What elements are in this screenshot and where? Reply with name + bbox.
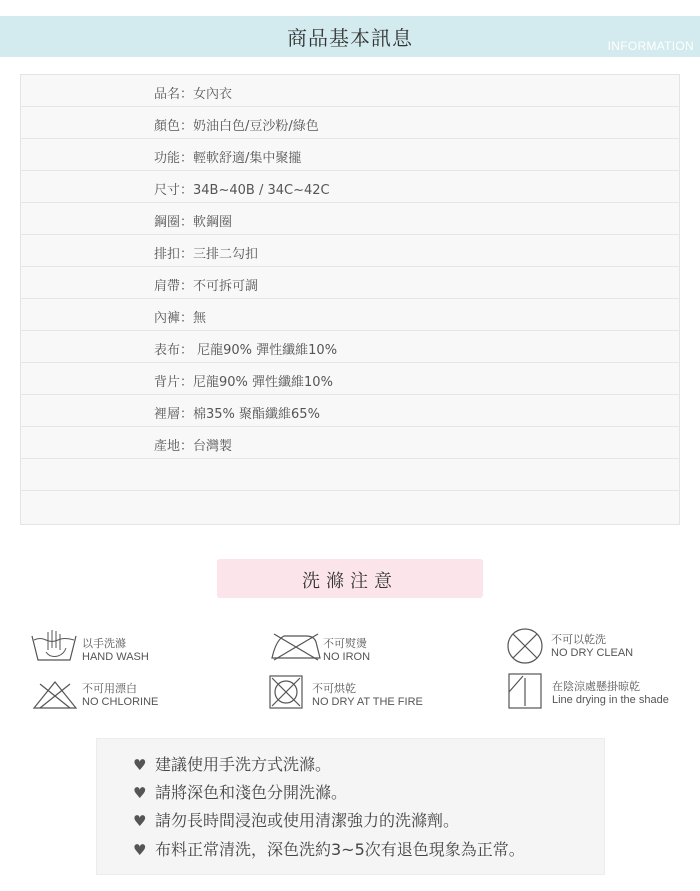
care-label-no-chlorine <box>82 683 158 709</box>
care-label-line-dry-shade <box>552 681 669 707</box>
care-label-zh: 不可以乾洗 <box>551 634 606 646</box>
info-row-text: 品名：女內衣 <box>154 87 233 102</box>
page-subtitle: INFORMATION <box>607 39 694 53</box>
info-row <box>21 299 679 331</box>
info-row <box>21 139 679 171</box>
care-note <box>133 808 459 831</box>
care-note-text: 建議使用手洗方式洗滌。 <box>155 755 332 774</box>
care-label-en: NO DRY AT THE FIRE <box>312 696 423 708</box>
care-label-zh: 在陰涼處懸掛晾乾 <box>552 681 640 693</box>
care-label-zh: 不可用漂白 <box>82 683 137 695</box>
info-row <box>21 427 679 459</box>
info-row <box>21 75 679 107</box>
page-title: 商品基本訊息 <box>287 26 413 50</box>
info-row <box>21 107 679 139</box>
heart-icon: ♥ <box>133 812 147 830</box>
heart-icon: ♥ <box>133 784 147 802</box>
info-row-text: 肩帶：不可拆可調 <box>154 279 259 294</box>
info-row <box>21 171 679 203</box>
info-row-text: 內褲：無 <box>154 311 207 326</box>
hand-wash-icon <box>30 628 78 664</box>
no-dry-clean-icon <box>506 627 544 665</box>
info-row <box>21 363 679 395</box>
info-row <box>21 267 679 299</box>
info-row-text: 裡層：棉35% 聚酯纖維65% <box>154 407 320 422</box>
care-label-en: NO CHLORINE <box>82 696 159 708</box>
care-note-text: 請勿長時間浸泡或使用清潔強力的洗滌劑。 <box>155 811 460 830</box>
info-row-text: 顏色：奶油白色/豆沙粉/綠色 <box>154 119 319 134</box>
care-title: 洗滌注意 <box>302 571 398 592</box>
care-note-text: 布料正常清洗，深色洗約3~5次有退色現象為正常。 <box>155 840 525 859</box>
care-label-en: NO IRON <box>323 651 371 663</box>
care-note <box>133 780 347 803</box>
info-row-text: 尺寸：34B~40B / 34C~42C <box>154 183 330 198</box>
no-tumble-dry-icon <box>268 674 304 710</box>
line-dry-shade-icon <box>507 672 543 710</box>
info-row-text: 表布： 尼龍90% 彈性纖維10% <box>154 343 338 358</box>
info-row-empty <box>21 459 679 491</box>
info-row <box>21 203 679 235</box>
heart-icon: ♥ <box>133 756 147 774</box>
info-row-text: 排扣：三排二勾扣 <box>154 247 259 262</box>
heart-icon: ♥ <box>133 841 147 859</box>
care-label-no-dry-clean <box>551 634 633 660</box>
care-label-zh: 不可熨燙 <box>323 638 367 650</box>
no-chlorine-icon <box>32 680 78 710</box>
info-row-text: 鋼圈：軟鋼圈 <box>154 215 233 230</box>
care-label-zh: 以手洗滌 <box>82 638 126 650</box>
care-label-no-iron <box>323 638 370 664</box>
care-note <box>133 752 331 775</box>
care-label-en: Line drying in the shade <box>552 694 669 706</box>
info-row-empty <box>21 491 679 522</box>
info-row-text: 產地：台灣製 <box>154 439 233 454</box>
info-row-text: 背片：尼龍90% 彈性纖維10% <box>154 375 333 390</box>
info-row <box>21 331 679 363</box>
care-label-en: HAND WASH <box>82 651 149 663</box>
care-title-box <box>217 559 483 598</box>
info-row <box>21 395 679 427</box>
care-note-text: 請將深色和淺色分開洗滌。 <box>155 783 348 802</box>
care-label-zh: 不可烘乾 <box>312 683 356 695</box>
info-row-text: 功能：輕軟舒適/集中聚攏 <box>154 151 302 166</box>
care-label-no-tumble-dry <box>312 683 423 709</box>
care-note <box>133 837 525 860</box>
care-label-en: NO DRY CLEAN <box>551 647 634 659</box>
care-notes-box <box>96 738 605 875</box>
product-info-table <box>20 74 680 525</box>
care-label-hand-wash <box>82 638 149 664</box>
info-row <box>21 235 679 267</box>
no-iron-icon <box>270 632 322 662</box>
